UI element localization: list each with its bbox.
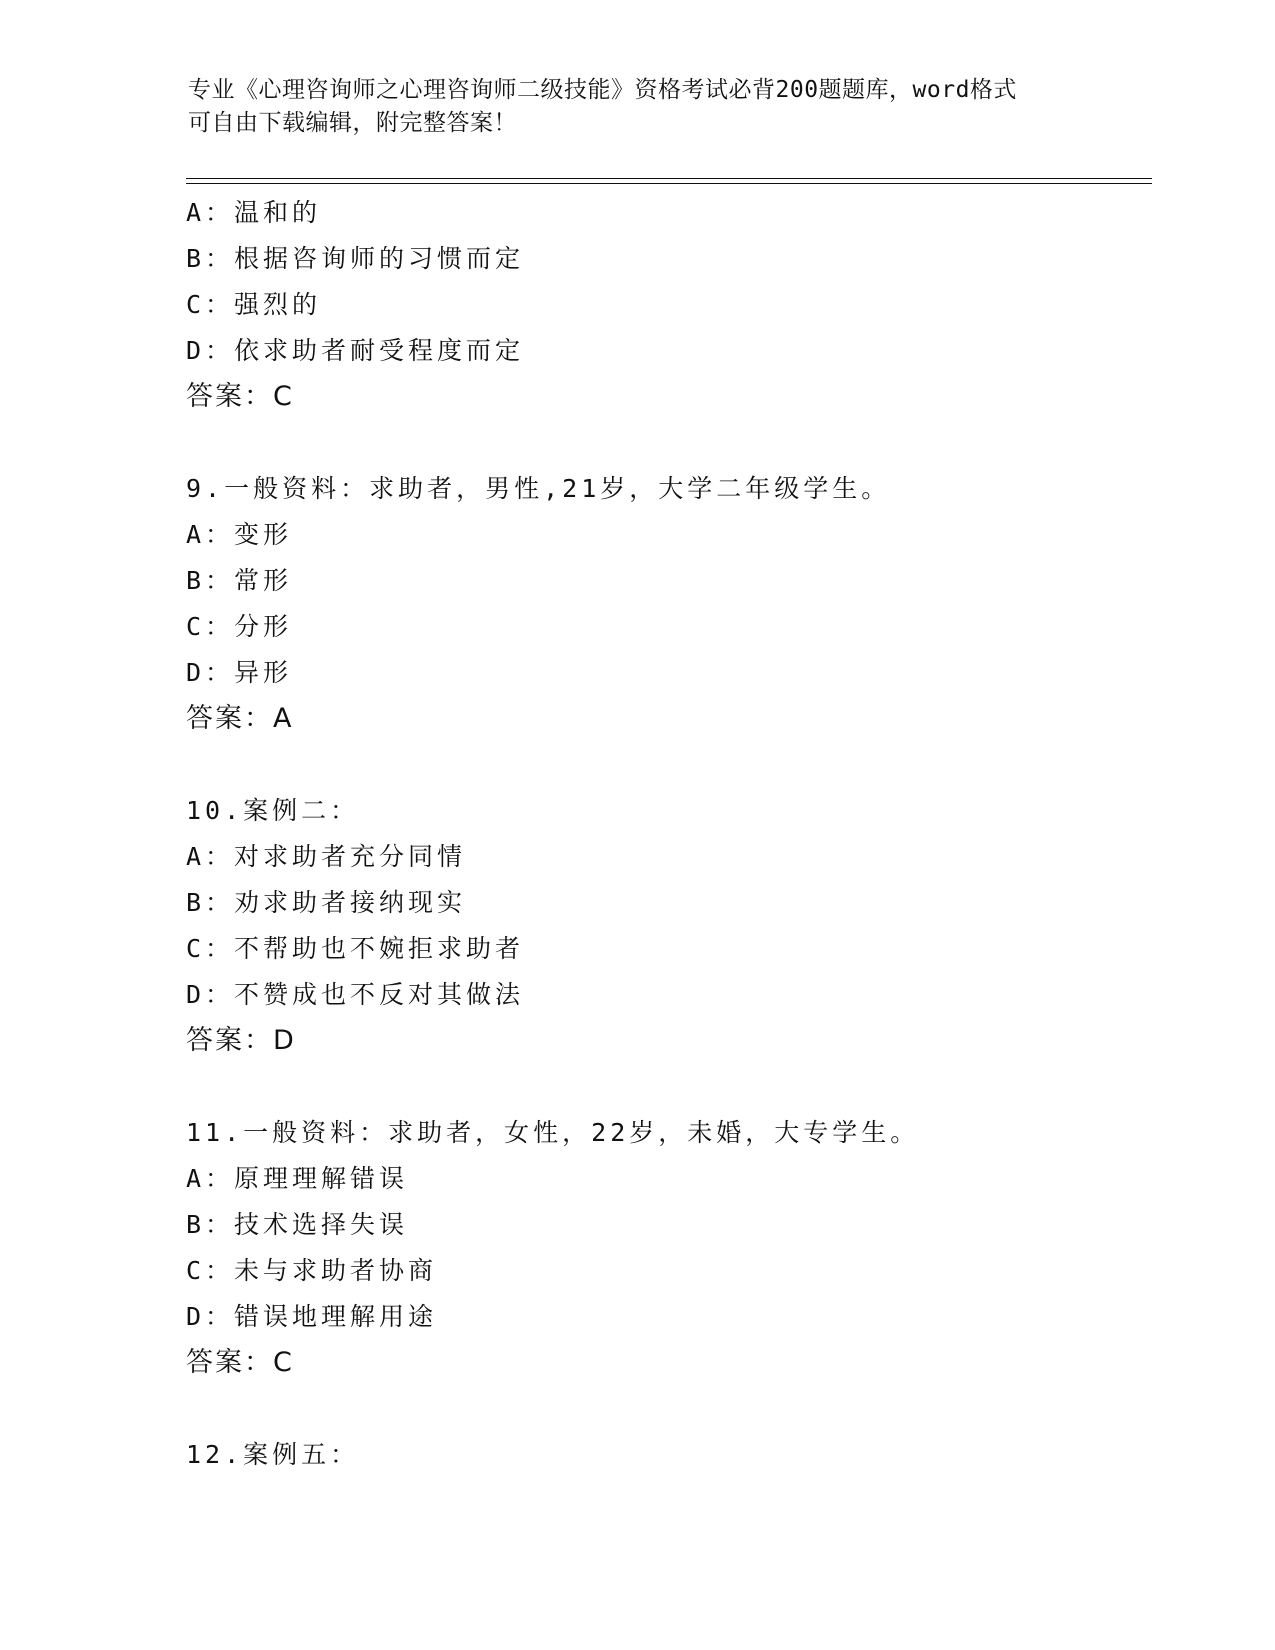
document-header: [188, 74, 1088, 140]
question-9: [186, 466, 1146, 742]
answer-line: 答案：A: [186, 703, 294, 734]
question-list: [186, 190, 1146, 1478]
header-rule-bottom: [186, 183, 1152, 184]
question-title: 10.案例二：: [186, 796, 360, 825]
option-b: B：技术选择失误: [186, 1210, 409, 1239]
option-a: A：原理理解错误: [186, 1164, 409, 1193]
option-d: D：异形: [186, 658, 293, 687]
header-line-2: 可自由下载编辑，附完整答案！: [188, 110, 517, 136]
option-b: B：劝求助者接纳现实: [186, 888, 467, 917]
question-title: 12.案例五：: [186, 1440, 360, 1469]
option-b: B：根据咨询师的习惯而定: [186, 244, 525, 273]
option-d: D：依求助者耐受程度而定: [186, 336, 525, 365]
question-title: 11.一般资料：求助者，女性，22岁，未婚，大专学生。: [186, 1118, 920, 1147]
option-a: A：变形: [186, 520, 293, 549]
option-c: C：分形: [186, 612, 293, 641]
answer-line: 答案：D: [186, 1025, 296, 1056]
question-8-continued: [186, 190, 1146, 420]
header-rule-top: [186, 178, 1152, 179]
question-12: [186, 1432, 1146, 1478]
answer-line: 答案：C: [186, 381, 294, 412]
answer-line: 答案：C: [186, 1347, 294, 1378]
option-d: D：不赞成也不反对其做法: [186, 980, 525, 1009]
question-title: 9.一般资料：求助者，男性,21岁，大学二年级学生。: [186, 474, 891, 503]
option-c: C：强烈的: [186, 290, 322, 319]
option-b: B：常形: [186, 566, 293, 595]
option-d: D：错误地理解用途: [186, 1302, 438, 1331]
option-a: A：温和的: [186, 198, 322, 227]
option-a: A：对求助者充分同情: [186, 842, 467, 871]
option-c: C：不帮助也不婉拒求助者: [186, 934, 525, 963]
header-line-1: 专业《心理咨询师之心理咨询师二级技能》资格考试必背200题题库，word格式: [188, 77, 1017, 103]
question-10: [186, 788, 1146, 1064]
question-11: [186, 1110, 1146, 1386]
option-c: C：未与求助者协商: [186, 1256, 438, 1285]
